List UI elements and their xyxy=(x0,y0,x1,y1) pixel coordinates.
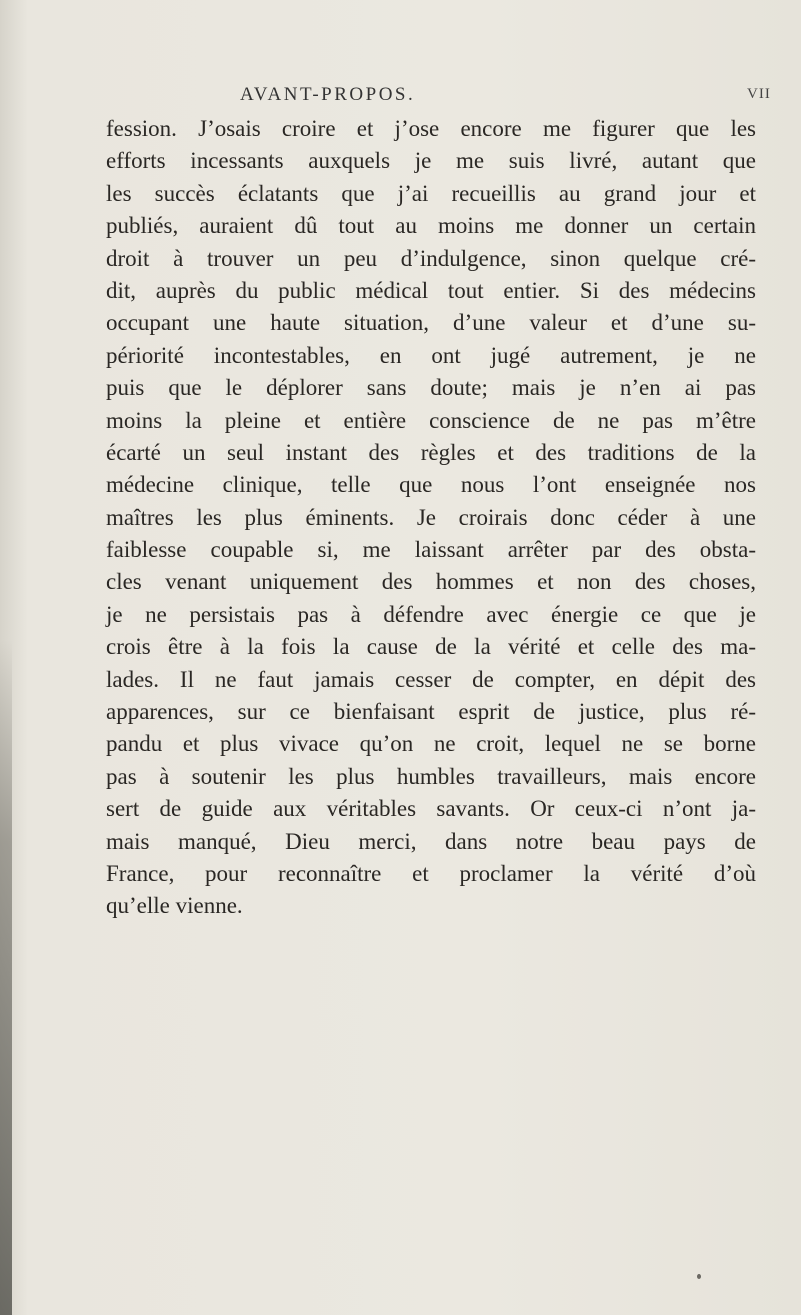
text-line: dit, auprès du public médical tout entier. Si des médecins xyxy=(106,277,756,303)
text-line: crois être à la fois la cause de la vérité et celle des ma- xyxy=(106,634,756,660)
text-line: droit à trouver un peu d’indulgence, sinon quelque cré- xyxy=(106,245,756,271)
paper-speck xyxy=(697,1274,701,1279)
text-line: sert de guide aux véritables savants. Or ceux-ci n’ont ja- xyxy=(106,796,756,822)
text-line: lades. Il ne faut jamais cesser de compter, en dépit des xyxy=(106,666,756,692)
text-line: maîtres les plus éminents. Je croirais donc céder à une xyxy=(106,504,756,530)
text-line: périorité incontestables, en ont jugé autrement, je ne xyxy=(106,342,756,368)
text-line: puis que le déplorer sans doute; mais je n’en ai pas xyxy=(106,375,756,401)
running-title: AVANT-PROPOS. xyxy=(240,84,416,105)
text-line: moins la pleine et entière conscience de ne pas m’être xyxy=(106,407,756,433)
text-line: mais manqué, Dieu merci, dans notre beau pays de xyxy=(106,828,756,854)
text-line: pas à soutenir les plus humbles travailleurs, mais encore xyxy=(106,763,756,789)
text-line: publiés, auraient dû tout au moins me donner un certain xyxy=(106,213,756,239)
binding-edge-shadow xyxy=(0,640,12,1315)
text-line: faiblesse coupable si, me laissant arrêter par des obsta- xyxy=(106,537,756,563)
body-text xyxy=(106,113,756,923)
text-line: écarté un seul instant des règles et des traditions de la xyxy=(106,439,756,465)
text-line: médecine clinique, telle que nous l’ont enseignée nos xyxy=(106,472,756,498)
text-line: occupant une haute situation, d’une valeur et d’une su- xyxy=(106,310,756,336)
text-line: pandu et plus vivace qu’on ne croit, lequel ne se borne xyxy=(106,731,756,757)
text-line: fession. J’osais croire et j’ose encore me figurer que les xyxy=(106,116,756,141)
text-line: je ne persistais pas à défendre avec énergie ce que je xyxy=(106,601,756,627)
text-line: cles venant uniquement des hommes et non des choses, xyxy=(106,569,756,595)
text-line: qu’elle vienne. xyxy=(106,893,243,919)
text-line: apparences, sur ce bienfaisant esprit de justice, plus ré- xyxy=(106,699,756,725)
text-line: France, pour reconnaître et proclamer la vérité d’où xyxy=(106,860,756,886)
text-line: les succès éclatants que j’ai recueillis au grand jour et xyxy=(106,180,756,206)
text-line: efforts incessants auxquels je me suis livré, autant que xyxy=(106,148,756,174)
running-head xyxy=(0,84,801,112)
page-number: VII xyxy=(747,86,771,102)
